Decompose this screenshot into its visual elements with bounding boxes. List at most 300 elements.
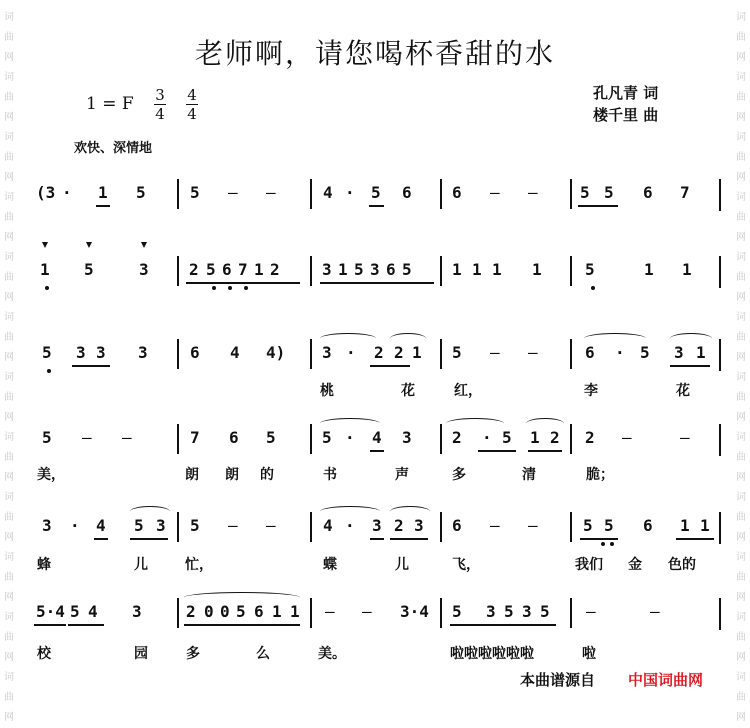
note: 2 [585,428,595,447]
watermark-char: 曲 [4,272,14,283]
lyric: 桃 [320,383,334,399]
note: 2 [374,343,384,362]
credits [593,82,658,126]
watermark-char: 词 [736,432,746,443]
watermark-char: 词 [4,432,14,443]
note: · [615,343,625,362]
lyric: 多 [452,467,466,483]
note: 0 [204,602,214,621]
barline [440,339,442,369]
note: 5 [640,343,650,362]
watermark-char: 词 [736,12,746,23]
note: 1 [98,183,108,202]
lyric: 园 [134,646,148,662]
note: 5 [266,428,276,447]
watermark-char: 网 [736,52,746,63]
note: 1 [696,343,706,362]
note-underline [96,205,110,207]
note: 1 [700,516,710,535]
note: 2 [270,260,280,279]
note-underline [370,365,410,367]
note-underline [478,450,516,452]
note: 6 [229,428,239,447]
barline [440,598,442,628]
note: · [346,343,356,362]
lyric: 脆； [586,467,614,483]
time-sig-2-numerator: 4 [187,86,197,104]
watermark-char: 词 [736,552,746,563]
note: 3 [674,343,684,362]
note: 4) [266,343,286,362]
watermark-char: 曲 [4,572,14,583]
lyric: 飞， [452,557,480,573]
lyric: 清 [522,467,536,483]
note: 2 [550,428,560,447]
note: 3 [42,516,52,535]
note: 4 [372,428,382,447]
note: — [528,183,538,202]
note: 4 [323,183,333,202]
barline [570,512,572,542]
note: — [490,343,500,362]
watermark-char: 词 [4,612,14,623]
watermark-char: 曲 [736,452,746,463]
watermark-char: 网 [736,532,746,543]
note: 3 [370,260,380,279]
note: 6 [452,183,462,202]
note: 5 [134,516,144,535]
lyric: 蝶 [323,557,337,573]
watermark-char: 词 [736,252,746,263]
note: 5 [502,428,512,447]
octave-dot [591,286,595,290]
note-underline [528,450,562,452]
watermark-char: 曲 [4,212,14,223]
key-signature: 1 = F [86,94,134,114]
note: 5 [583,516,593,535]
watermark-char: 网 [4,532,14,543]
note: — [622,428,632,447]
watermark-char: 网 [4,352,14,363]
slur-arc [390,506,430,517]
note: 1 [412,343,422,362]
watermark-char: 词 [736,492,746,503]
note: 3 [138,343,148,362]
barline [570,256,572,286]
note: 5 [236,602,246,621]
watermark-char: 网 [4,112,14,123]
lyric: 多 [186,646,200,662]
note: 5 [452,343,462,362]
note: 5 [504,602,514,621]
watermark-char: 网 [4,472,14,483]
note: 4 [323,516,333,535]
note-underline [670,365,710,367]
note-underline [580,538,618,540]
time-sig-1-denominator: 4 [155,105,165,123]
note: 3 [322,260,332,279]
watermark-char: 曲 [4,512,14,523]
note: — [528,516,538,535]
note: 7 [190,428,200,447]
barline [440,512,442,542]
note: 3 [522,602,532,621]
barline [310,424,312,454]
note-underline [450,624,556,626]
note: 6 [452,516,462,535]
octave-dot [601,542,605,546]
note: — [122,428,132,447]
watermark-char: 网 [736,232,746,243]
barline [570,598,572,628]
note: 6 [643,183,653,202]
slur-arc [320,418,380,429]
lyric: 花 [401,383,415,399]
note: — [82,428,92,447]
note: 1 [532,260,542,279]
watermark-char: 词 [4,672,14,683]
barline [177,424,179,454]
note: 3 [132,602,142,621]
lyric: 儿 [134,557,148,573]
lyric: 儿 [395,557,409,573]
note: 1 [530,428,540,447]
lyric: 的 [260,467,274,483]
note: — [266,183,276,202]
note-underline [94,538,108,540]
barline [177,256,179,286]
note: 3 [372,516,382,535]
watermark-char: 词 [4,72,14,83]
barline [177,512,179,542]
note: 3 [414,516,424,535]
watermark-char: 曲 [736,32,746,43]
note-underline [676,538,714,540]
octave-dot [228,286,232,290]
lyric: 金 [628,557,642,573]
watermark-char: 网 [4,652,14,663]
lyric: 校 [37,646,51,662]
watermark-char: 网 [4,592,14,603]
note: 5 [136,183,146,202]
watermark-char: 词 [736,72,746,83]
barline [177,339,179,369]
note: 5 [354,260,364,279]
note-underline [184,624,300,626]
barline [570,179,572,209]
slur-arc [320,333,376,344]
note: 6 [386,260,396,279]
lyric: 美。 [318,646,346,662]
note: 4 [230,343,240,362]
note: · [482,428,492,447]
watermark-char: 网 [736,712,746,723]
watermark-char: 词 [736,132,746,143]
note: — [228,516,238,535]
slur-arc [390,333,426,344]
watermark-char: 曲 [736,272,746,283]
lyric: 蜂 [37,557,51,573]
accent-mark [86,242,92,248]
barline [719,256,721,288]
lyric: 啦 [582,646,596,662]
watermark-char: 曲 [4,452,14,463]
watermark-char: 曲 [736,212,746,223]
note: 5 [540,602,550,621]
slur-arc [526,418,564,429]
watermark-right [734,8,748,728]
note: 4 [88,602,98,621]
note: 5 [190,516,200,535]
note: 7 [238,260,248,279]
lyric: 朗 [185,467,199,483]
note: 6 [254,602,264,621]
watermark-char: 曲 [736,392,746,403]
octave-dot [47,369,51,373]
source-label: 本曲谱源自 [520,671,596,689]
note: · [70,516,80,535]
note: 5 [402,260,412,279]
note: 6 [402,183,412,202]
watermark-char: 词 [4,12,14,23]
note-underline [370,538,384,540]
note: — [325,602,335,621]
barline [570,339,572,369]
watermark-char: 曲 [736,152,746,163]
lyric: 忙， [185,557,213,573]
lyric: 花 [676,383,690,399]
slur-arc [584,333,646,344]
slur-arc [320,506,380,517]
watermark-char: 曲 [736,512,746,523]
watermark-char: 曲 [4,692,14,703]
note: 6 [643,516,653,535]
barline [177,179,179,209]
note: 2 [186,602,196,621]
note: — [680,428,690,447]
barline [310,339,312,369]
lyric: 啦啦啦啦啦啦 [450,646,534,662]
barline [440,256,442,286]
watermark-char: 词 [736,312,746,323]
note: 5·4 [36,602,65,621]
watermark-char: 网 [736,592,746,603]
note: 3 [402,428,412,447]
note: 1 [290,602,300,621]
time-signature-3-4 [154,86,166,123]
note-underline [578,205,618,207]
barline [310,512,312,542]
watermark-char: 曲 [4,32,14,43]
note: 1 [682,260,692,279]
watermark-char: 网 [736,112,746,123]
watermark-char: 曲 [736,632,746,643]
watermark-char: 网 [736,352,746,363]
note: — [228,183,238,202]
note: 3 [96,343,106,362]
note: — [266,516,276,535]
note: — [362,602,372,621]
barline [719,598,721,630]
note: 3 [486,602,496,621]
time-sig-1-numerator: 3 [155,86,165,104]
octave-dot [45,286,49,290]
watermark-char: 网 [4,292,14,303]
note: 1 [254,260,264,279]
note: 5 [206,260,216,279]
note: 5 [42,428,52,447]
note: 5 [371,183,381,202]
note: · [345,183,355,202]
note-underline [369,205,384,207]
watermark-char: 网 [736,412,746,423]
note: 6 [222,260,232,279]
watermark-char: 词 [4,132,14,143]
note: 6 [585,343,595,362]
watermark-char: 曲 [4,152,14,163]
watermark-char: 词 [4,552,14,563]
note: 5 [604,183,614,202]
watermark-char: 曲 [4,392,14,403]
watermark-char: 网 [736,172,746,183]
watermark-char: 词 [736,372,746,383]
song-title: 老师啊，请您喝杯香甜的水 [194,37,555,70]
note-underline [320,282,434,284]
note: · [345,428,355,447]
accent-mark [141,242,147,248]
accent-mark [42,242,48,248]
barline [719,339,721,371]
note: 1 [272,602,282,621]
note: 1 [644,260,654,279]
slur-arc [446,418,504,429]
watermark-char: 网 [736,292,746,303]
note: 7 [680,183,690,202]
note: 5 [42,343,52,362]
note: 5 [190,183,200,202]
note: — [586,602,596,621]
watermark-left [2,8,16,728]
octave-dot [610,542,614,546]
note: 2 [189,260,199,279]
lyric: 朗 [225,467,239,483]
lyric: 色的 [668,557,696,573]
time-signature-4-4 [186,86,198,123]
lyric: 李 [584,383,598,399]
watermark-char: 词 [736,612,746,623]
watermark-char: 词 [4,372,14,383]
lyric: 我们 [575,557,603,573]
note: · [62,183,72,202]
time-sig-2-denominator: 4 [187,105,197,123]
note-underline [186,282,300,284]
note-underline [34,624,66,626]
note: 2 [394,343,404,362]
barline [440,179,442,209]
composer-credit: 楼千里 曲 [593,106,659,124]
note: (3 [36,183,56,202]
note: — [490,183,500,202]
note: 1 [338,260,348,279]
lyric: 红， [454,383,482,399]
slur-arc [670,333,712,344]
note: 5 [585,260,595,279]
watermark-char: 曲 [736,692,746,703]
barline [719,179,721,211]
note: — [650,602,660,621]
barline [310,598,312,628]
lyric: 么 [256,646,270,662]
tempo-marking: 欢快、深情地 [74,141,153,156]
watermark-char: 曲 [736,572,746,583]
slur-arc [184,592,300,603]
barline [570,424,572,454]
watermark-char: 网 [4,712,14,723]
watermark-char: 词 [4,312,14,323]
source-site-link[interactable]: 中国词曲网 [628,671,704,689]
lyric: 美， [37,467,65,483]
note: 3·4 [400,602,429,621]
note: 0 [220,602,230,621]
note-underline [68,624,104,626]
note: 5 [70,602,80,621]
note: 1 [452,260,462,279]
barline [177,598,179,628]
note: 5 [452,602,462,621]
watermark-char: 网 [4,172,14,183]
note-underline [130,538,168,540]
slur-arc [130,506,170,517]
watermark-char: 网 [4,412,14,423]
note: · [345,516,355,535]
octave-dot [244,286,248,290]
watermark-char: 网 [4,232,14,243]
lyric: 声 [395,467,409,483]
barline [719,424,721,456]
note: 4 [96,516,106,535]
note: 1 [680,516,690,535]
note: 3 [322,343,332,362]
watermark-char: 词 [4,492,14,503]
watermark-char: 词 [736,192,746,203]
lyricist-credit: 孔凡青 词 [593,84,659,102]
watermark-char: 词 [4,252,14,263]
note-underline [390,538,428,540]
barline [310,256,312,286]
note-underline [370,450,384,452]
barline [719,512,721,544]
watermark-char: 曲 [736,92,746,103]
note: 1 [472,260,482,279]
watermark-char: 网 [736,472,746,483]
octave-dot [212,286,216,290]
watermark-char: 词 [736,672,746,683]
note: 3 [139,260,149,279]
note: 5 [322,428,332,447]
note: 3 [156,516,166,535]
watermark-char: 词 [4,192,14,203]
watermark-char: 曲 [4,332,14,343]
watermark-char: 曲 [736,332,746,343]
note: — [490,516,500,535]
watermark-char: 网 [736,652,746,663]
note: 3 [76,343,86,362]
barline [440,424,442,454]
note: 5 [580,183,590,202]
note: 6 [190,343,200,362]
note: 2 [452,428,462,447]
note-underline [72,365,110,367]
